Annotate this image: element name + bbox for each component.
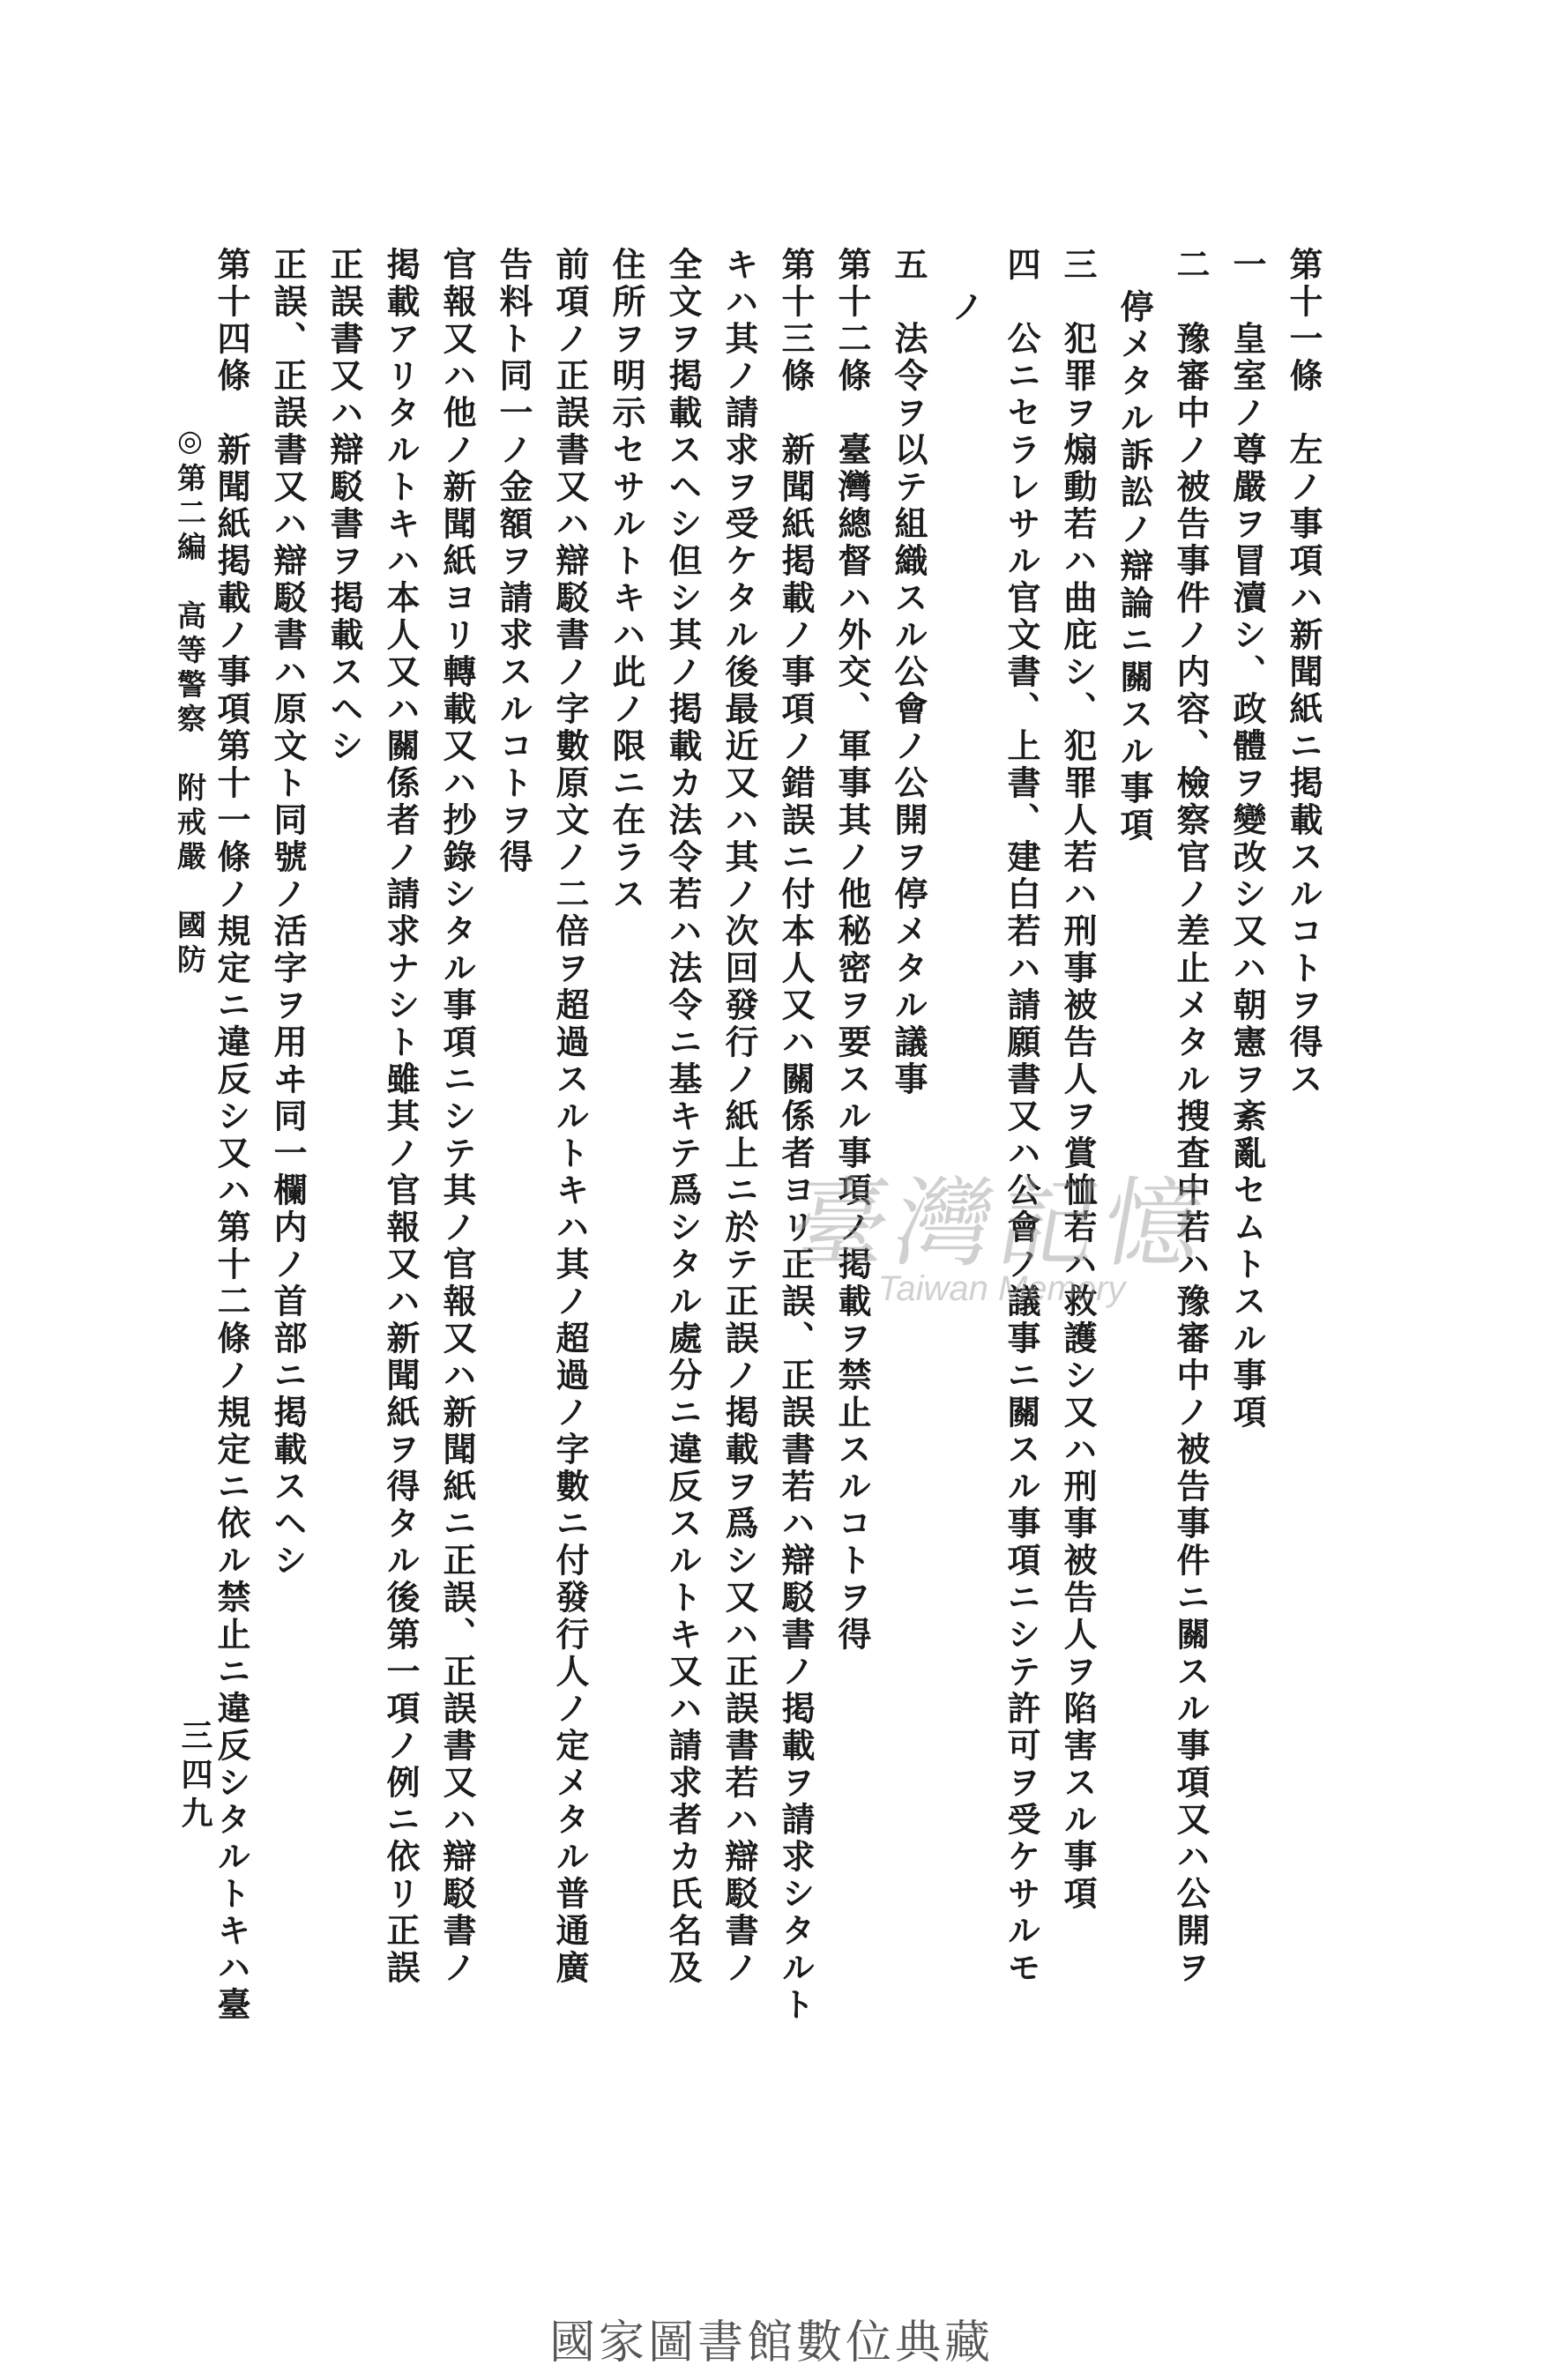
page-number: 三四九 — [176, 1719, 213, 1835]
watermark-logo — [782, 1146, 1219, 1309]
article-13-line-2: キハ其ノ請求ヲ受ケタル後最近又ハ其ノ次回發行ノ紙上ニ於テ正誤ノ掲載ヲ爲シ又ハ正誤書若ハ辯駁書ノ — [719, 247, 759, 1987]
article-11-item-1: 一 皇室ノ尊嚴ヲ冒瀆シ、政體ヲ變改シ又ハ朝憲ヲ紊亂セムトスル事項 — [1227, 247, 1267, 1432]
article-11-item-4: 四 公ニセラレサル官文書、上書、建白若ハ請願書又ハ公會ノ議事ニ關スル事項ニシテ許可ヲ受ケサルモ — [1002, 247, 1041, 1987]
article-11-heading: 第十一條 左ノ事項ハ新聞紙ニ掲載スルコトヲ得ス — [1284, 247, 1323, 1098]
article-13-para-2-cont: 告料ト同一ノ金額ヲ請求スルコトヲ得 — [494, 247, 533, 876]
article-11-item-4-cont: ノ — [945, 289, 985, 326]
article-14: 第十四條 新聞紙掲載ノ事項第十一條ノ規定ニ違反シ又ハ第十二條ノ規定ニ依ル禁止ニ違反シタルトキハ臺 — [212, 247, 251, 2024]
article-11-item-5: 五 法令ヲ以テ組織スル公會ノ公開ヲ停メタル議事 — [889, 247, 928, 1098]
article-12: 第十二條 臺灣總督ハ外交、軍事其ノ他秘密ヲ要スル事項ノ掲載ヲ禁止スルコトヲ得 — [832, 247, 872, 1654]
running-head: ◎第二編 高等警察 附戒嚴 國防 — [173, 423, 207, 978]
article-13-para-3-cont: 掲載アリタルトキハ本人又ハ關係者ノ請求ナシト雖其ノ官報又ハ新聞紙ヲ得タル後第一項ノ例ニ依リ正誤 — [381, 247, 421, 1987]
article-13-para-3-end: 正誤書又ハ辯駁書ヲ掲載スヘシ — [324, 247, 364, 765]
article-13-para-4: 正誤、正誤書又ハ辯駁書ハ原文ト同號ノ活字ヲ用ヰ同一欄内ノ首部ニ掲載スヘシ — [268, 247, 308, 1580]
article-13-line-3: 全文ヲ掲載スヘシ但シ其ノ掲載カ法令若ハ法令ニ基キテ爲シタル處分ニ違反スルトキ又ハ請求者カ氏名及 — [663, 247, 703, 1987]
article-11-item-2-cont: 停メタル訴訟ノ辯論ニ關スル事項 — [1114, 289, 1154, 844]
article-11-item-2: 二 豫審中ノ被告事件ノ内容、檢察官ノ差止メタル搜査中若ハ豫審中ノ被告事件ニ關スル事項又ハ公開ヲ — [1171, 247, 1211, 1987]
article-13: 第十三條 新聞紙掲載ノ事項ノ錯誤ニ付本人又ハ關係者ヨリ正誤、正誤書若ハ辯駁書ノ掲載ヲ請求シタルト — [776, 247, 816, 2024]
article-13-line-4: 住所ヲ明示セサルトキハ此ノ限ニ在ラス — [607, 247, 646, 913]
watermark-title: 臺灣記憶 — [782, 1167, 1219, 1280]
article-13-para-3: 官報又ハ他ノ新聞紙ヨリ轉載又ハ抄錄シタル事項ニシテ其ノ官報又ハ新聞紙ニ正誤、正誤書又ハ辯駁書ノ — [437, 247, 477, 1987]
watermark-subtitle: Taiwan Memory — [877, 1269, 1126, 1308]
article-13-para-2: 前項ノ正誤書又ハ辯駁書ノ字數原文ノ二倍ヲ超過スルトキハ其ノ超過ノ字數ニ付發行人ノ定メタル普通廣 — [550, 247, 590, 1987]
collection-label: 國家圖書館數位典藏 — [548, 2317, 994, 2369]
article-11-item-3: 三 犯罪ヲ煽動若ハ曲庇シ、犯罪人若ハ刑事被告人ヲ賞恤若ハ救護シ又ハ刑事被告人ヲ陷害スル事項 — [1058, 247, 1098, 1913]
body-text — [203, 247, 1331, 2024]
